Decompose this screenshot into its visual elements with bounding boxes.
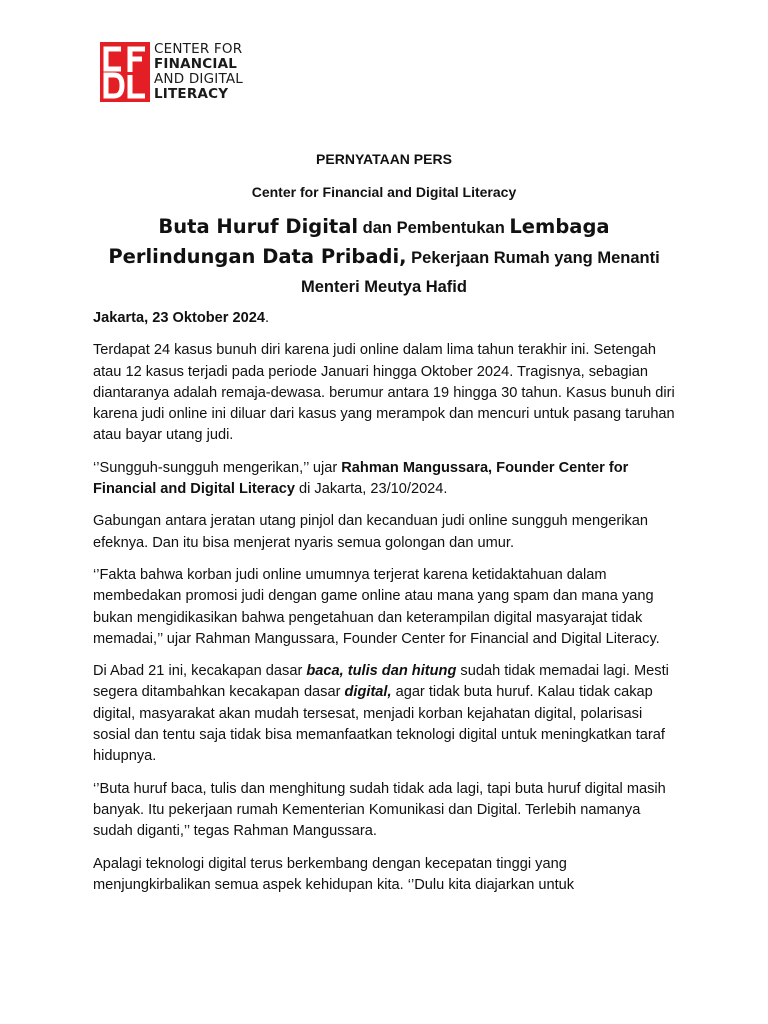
headline-part: Buta Huruf Digital [158, 215, 359, 238]
speaker-name: Rahman Mangussara, Founder Center for Financial and Digital Literacy [93, 459, 629, 498]
headline [92, 213, 676, 302]
text-run: sudah tidak memadai lagi. Mesti segera ditambahkan kecakapan dasar [93, 663, 669, 701]
logo-line: FINANCIAL [154, 56, 238, 72]
text-run: agar tidak buta huruf. Kalau tidak cakap digital, masyarakat akan mudah tersesat, menjadi korban kejahatan digital, polarisasi sosial dan tentu saja tidak bisa memanfaatkan teknologi digital untuk meningkatkan taraf hidupnya. [93, 684, 665, 765]
press-release-label: PERNYATAAN PERS [316, 151, 452, 167]
dateline-period: . [265, 310, 270, 326]
dateline-text: Jakarta, 23 Oktober 2024 [93, 310, 265, 326]
quote-text: ‘’Sungguh-sungguh mengerikan,’’ ujar [93, 459, 342, 476]
cfdl-monogram-icon [100, 42, 150, 102]
logo-wordmark [154, 42, 243, 102]
org-logo [100, 42, 243, 102]
emphasis: digital, [344, 684, 392, 701]
logo-line: CENTER FOR [154, 41, 243, 57]
organization-name: Center for Financial and Digital Literacy [251, 184, 517, 200]
paragraph [93, 661, 683, 767]
article-body [93, 308, 683, 907]
headline-part: dan Pembentukan [358, 219, 510, 237]
paragraph: Gabungan antara jeratan utang pinjol dan kecanduan judi online sungguh mengerikan efeknya. Dan itu bisa menjerat nyaris semua golongan dan umur. [93, 513, 648, 551]
paragraph [93, 458, 683, 501]
paragraph: ‘’Fakta bahwa korban judi online umumnya terjerat karena ketidaktahuan dalam membedakan promosi judi dengan game online atau mana yang spam dan mana yang bukan mengidikasikan bahwa pengetahuan dan keterampilan digital masyarajat tidak memadai,’’ ujar Rahman Mangussara, Founder Center for Financial and Digital Literacy. [93, 566, 660, 647]
text-run: Di Abad 21 ini, kecakapan dasar [93, 663, 307, 680]
paragraph: Terdapat 24 kasus bunuh diri karena judi online dalam lima tahun terakhir ini. Setengah atau 12 kasus terjadi pada periode Januari hingga Oktober 2024. Tragisnya, sebagian diantaranya adalah remaja-dewasa. berumur antara 19 hingga 30 tahun. Kasus bunuh diri karena judi online ini diluar dari kasus yang merampok dan mencuri untuk pasang taruhan atau bayar utang judi. [93, 342, 675, 444]
logo-line: AND DIGITAL [154, 71, 243, 87]
headline-part: Lembaga Perlindungan Data Pribadi, [108, 215, 610, 268]
quote-tail: di Jakarta, 23/10/2024. [294, 481, 448, 498]
emphasis: baca, tulis dan hitung [306, 663, 457, 680]
logo-line: LITERACY [154, 86, 229, 102]
paragraph: ‘’Buta huruf baca, tulis dan menghitung sudah tidak ada lagi, tapi buta huruf digital masih banyak. Itu pekerjaan rumah Kementerian Komunikasi dan Digital. Terlebih namanya sudah diganti,’’ tegas Rahman Mangussara. [93, 780, 666, 840]
dateline [93, 308, 683, 329]
paragraph: Apalagi teknologi digital terus berkembang dengan kecepatan tinggi yang menjungkirbalikan semua aspek kehidupan kita. ‘’Dulu kita diajarkan untuk [93, 855, 575, 893]
headline-part: Pekerjaan Rumah yang Menanti Menteri Meutya Hafid [301, 249, 660, 296]
